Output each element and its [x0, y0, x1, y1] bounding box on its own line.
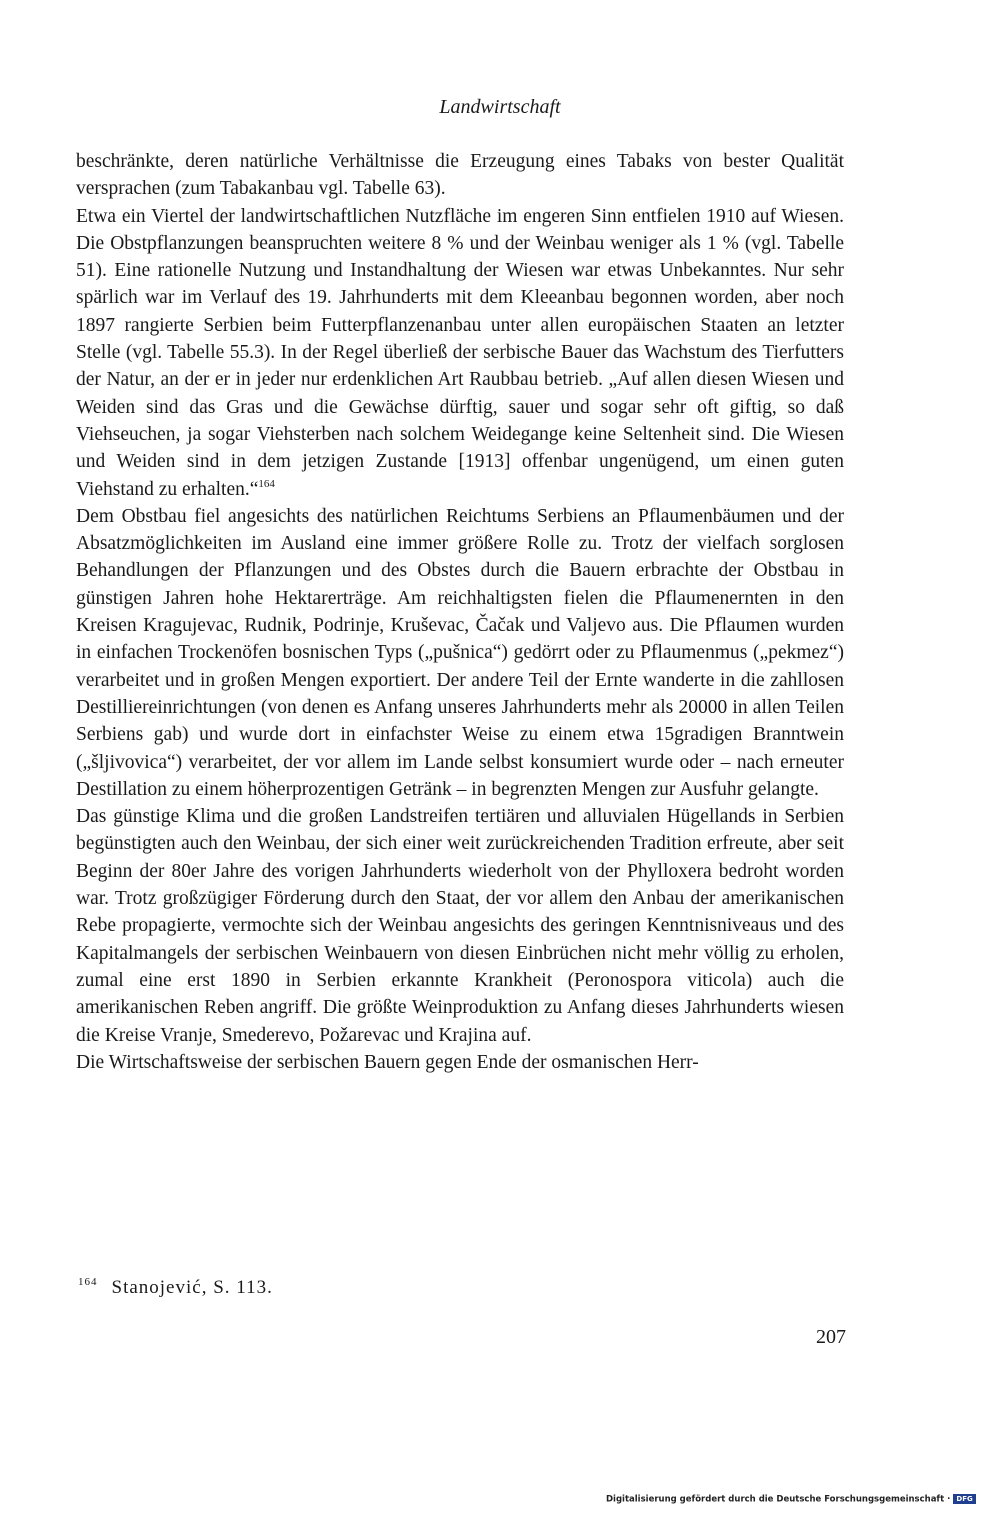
- footnote: [78, 1276, 273, 1299]
- footnote-text: Stanojević, S. 113.: [111, 1277, 273, 1298]
- page-number: 207: [816, 1326, 846, 1348]
- paragraph: [76, 503, 844, 803]
- footnote-number: 164: [78, 1276, 98, 1288]
- credit-text: Digitalisierung gefördert durch die Deutsche Forschungsgemeinschaft ·: [606, 1494, 951, 1505]
- footnote-reference[interactable]: 164: [258, 477, 275, 490]
- paragraph-text: Dem Obstbau fiel angesichts des natürlichen Reichtums Serbiens an Pflaumenbäumen und der Absatzmöglichkeiten im Ausland eine immer größere Rolle zu. Trotz der vielfach sorglosen Behandlungen der Pflanzungen und des Obstes durch die Bauern erbrachte der Obstbau in günstigen Jahren hohe Hektarerträge. Am reichhaltigsten fielen die Pflaumenernten in den Kreisen Kragujevac, Rudnik, Podrinje, Kruševac, Čačak und Valjevo aus. Die Pflaumen wurden in einfachen Trockenöfen bosnischen Typs („pušnica“) gedörrt oder zu Pflaumenmus („pekmez“) verarbeitet und in großen Mengen exportiert. Der andere Teil der Ernte wanderte in die zahllosen Destilliereinrichtungen (von denen es Anfang unseres Jahrhunderts mehr als 20000 in allen Teilen Serbiens gab) und wurde dort in einfachster Weise zu einem etwa 15gradigen Branntwein („šljivovica“) verarbeitet, der vor allem im Lande selbst konsumiert wurde oder – nach erneuter Destillation zu einem höherprozentigen Getränk – in begrenzten Mengen zur Ausfuhr gelangte.: [76, 505, 844, 800]
- paragraph-text: Die Wirtschaftsweise der serbischen Bauern gegen Ende der osmanischen Herr-: [76, 1051, 699, 1073]
- paragraph-text: Das günstige Klima und die großen Landstreifen tertiären und alluvialen Hügellands in Serbien begünstigten auch den Weinbau, der sich einer weit zurückreichenden Tradition erfreute, aber seit Beginn der 80er Jahre des vorigen Jahrhunderts wiederholt von der Phylloxera bedroht worden war. Trotz großzügiger Förderung durch den Staat, der vor allem den Anbau der amerikanischen Rebe propagierte, vermochte sich der Weinbau angesichts des geringen Kenntnisniveaus und des Kapitalmangels der serbischen Weinbauern von diesen Einbrüchen nicht mehr völlig zu erholen, zumal eine erst 1890 in Serbien erkannte Krankheit (Peronospora viticola) auch die amerikanischen Reben angriff. Die größte Weinproduktion zu Anfang dieses Jahrhunderts wiesen die Kreise Vranje, Smederevo, Požarevac und Krajina auf.: [76, 806, 844, 1046]
- paragraph: [76, 148, 844, 203]
- paragraph: [76, 1049, 844, 1076]
- body-text: [76, 148, 844, 1076]
- dfg-logo: DFG: [953, 1494, 975, 1504]
- funding-credit: [606, 1494, 976, 1505]
- paragraph: [76, 803, 844, 1049]
- running-title: Landwirtschaft: [439, 96, 561, 118]
- paragraph: [76, 203, 844, 503]
- paragraph-text: beschränkte, deren natürliche Verhältnisse die Erzeugung eines Tabaks von bester Qualität versprachen (zum Tabakanbau vgl. Tabelle 63).: [76, 151, 844, 200]
- paragraph-text: Etwa ein Viertel der landwirtschaftlichen Nutzfläche im engeren Sinn entfielen 1910 auf Wiesen. Die Obstpflanzungen beanspruchten weitere 8 % und der Weinbau weniger als 1 % (vgl. Tabelle 51). Eine rationelle Nutzung und Instandhaltung der Wiesen war etwas Unbekanntes. Nur sehr spärlich war im Verlauf des 19. Jahrhunderts mit dem Kleeanbau begonnen worden, aber noch 1897 rangierte Serbien beim Futterpflanzenanbau unter allen europäischen Staaten an letzter Stelle (vgl. Tabelle 55.3). In der Regel überließ der serbische Bauer das Wachstum des Tierfutters der Natur, an der er in jeder nur erdenklichen Art Raubbau betrieb. „Auf allen diesen Wiesen und Weiden sind das Gras und die Gewächse dürftig, sauer und sogar sehr oft giftig, so daß Viehseuchen, ja sogar Viehsterben nach solchem Weidegange keine Seltenheit sind. Die Wiesen und Weiden sind in dem jetzigen Zustande [1913] offenbar ungenügend, um einen guten Viehstand zu erhalten.“: [76, 205, 844, 500]
